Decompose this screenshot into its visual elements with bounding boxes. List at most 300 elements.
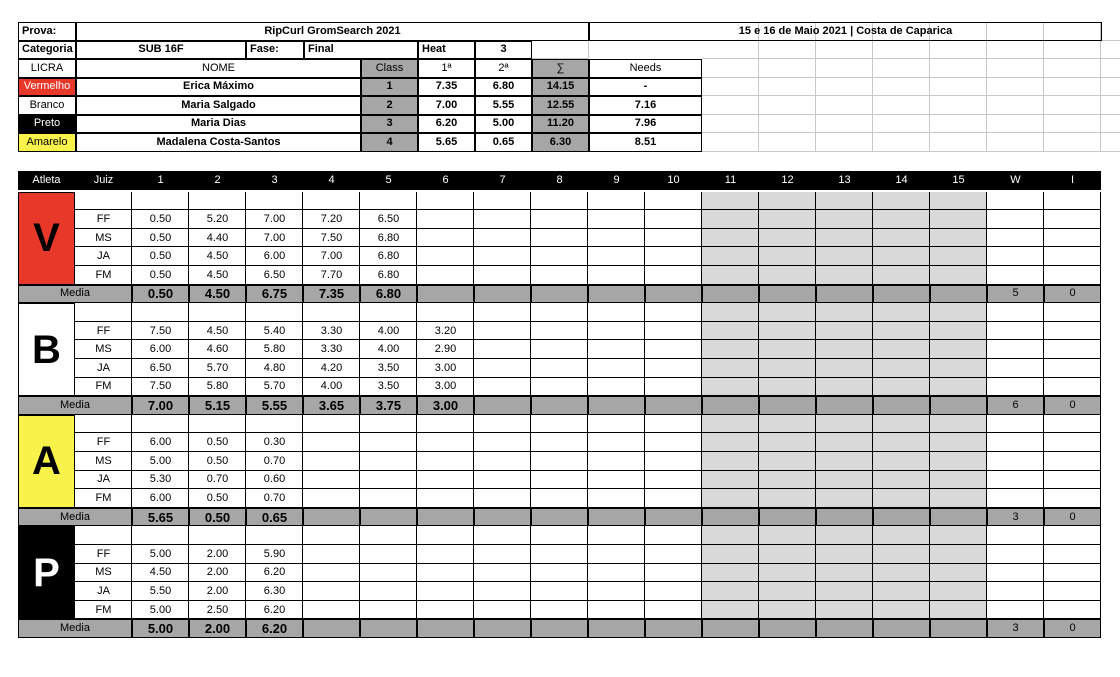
grid-cell[interactable] — [987, 115, 1044, 134]
score-cell[interactable] — [930, 564, 987, 583]
first-wave-score[interactable]: 6.20 — [418, 115, 475, 134]
score-cell[interactable] — [702, 210, 759, 229]
score-cell[interactable] — [531, 229, 588, 248]
score-cell[interactable] — [1044, 601, 1101, 620]
second-wave-header[interactable]: 2ª — [475, 59, 532, 78]
empty-cell[interactable] — [532, 41, 589, 60]
grid-cell[interactable] — [816, 115, 873, 134]
media-score[interactable]: 5.55 — [261, 397, 288, 413]
athlete-letter-block[interactable]: A — [18, 415, 75, 508]
score-cell[interactable] — [816, 192, 873, 211]
sum-score[interactable]: 6.30 — [532, 133, 589, 152]
score-cell[interactable] — [1044, 415, 1101, 434]
score-cell[interactable] — [588, 359, 645, 378]
first-wave-score[interactable]: 7.00 — [418, 96, 475, 115]
grid-cell[interactable] — [1101, 133, 1120, 152]
score-cell[interactable] — [1044, 489, 1101, 508]
score-cell[interactable] — [132, 192, 189, 211]
score-cell[interactable] — [702, 545, 759, 564]
score-cell[interactable] — [531, 247, 588, 266]
score-cell[interactable] — [531, 601, 588, 620]
athlete-class[interactable]: 3 — [361, 115, 418, 134]
score-cell[interactable] — [588, 266, 645, 285]
class-header[interactable]: Class — [361, 59, 418, 78]
media-score[interactable]: 5.00 — [147, 621, 174, 637]
score-cell[interactable] — [303, 192, 360, 211]
score-cell[interactable] — [645, 601, 702, 620]
score-cell[interactable] — [360, 489, 417, 508]
grid-cell[interactable] — [702, 133, 759, 152]
column-header[interactable]: 14 — [873, 171, 930, 190]
grid-cell[interactable] — [816, 133, 873, 152]
score-cell[interactable] — [930, 601, 987, 620]
media-score[interactable]: 7.35 — [318, 286, 345, 302]
score-cell[interactable] — [759, 601, 816, 620]
score-cell[interactable] — [702, 415, 759, 434]
score-cell[interactable] — [816, 415, 873, 434]
score-cell[interactable] — [1044, 452, 1101, 471]
judge-code[interactable]: MS — [95, 343, 112, 356]
score-cell[interactable] — [930, 210, 987, 229]
score-cell[interactable] — [702, 378, 759, 397]
media-score[interactable]: 7.00 — [147, 397, 174, 413]
first-wave-score[interactable]: 7.35 — [418, 78, 475, 97]
score-cell[interactable] — [702, 229, 759, 248]
prova-label[interactable]: Prova: — [18, 22, 76, 41]
score-cell[interactable] — [531, 526, 588, 545]
first-wave-score[interactable]: 5.65 — [418, 133, 475, 152]
score-cell[interactable] — [588, 582, 645, 601]
wave-score[interactable]: 7.00 — [263, 212, 286, 225]
score-cell[interactable] — [1044, 359, 1101, 378]
first-wave-header[interactable]: 1ª — [418, 59, 475, 78]
score-cell[interactable] — [759, 526, 816, 545]
score-cell[interactable] — [531, 378, 588, 397]
score-cell[interactable] — [702, 303, 759, 322]
needs-score[interactable]: - — [589, 78, 702, 97]
athlete-name[interactable]: Erica Máximo — [76, 78, 361, 97]
wave-score[interactable]: 3.50 — [377, 380, 400, 393]
wave-score[interactable]: 3.00 — [434, 361, 457, 374]
score-cell[interactable] — [816, 340, 873, 359]
score-cell[interactable] — [987, 210, 1044, 229]
score-cell[interactable] — [474, 229, 531, 248]
score-cell[interactable] — [702, 526, 759, 545]
wave-score[interactable]: 0.30 — [263, 436, 286, 449]
score-cell[interactable] — [360, 415, 417, 434]
column-header[interactable]: Atleta — [18, 171, 75, 190]
score-cell[interactable] — [588, 303, 645, 322]
wave-score[interactable]: 2.00 — [206, 547, 229, 560]
score-cell[interactable] — [189, 192, 246, 211]
score-cell[interactable] — [417, 601, 474, 620]
wave-score[interactable]: 6.80 — [377, 231, 400, 244]
score-cell[interactable] — [873, 266, 930, 285]
score-cell[interactable] — [132, 303, 189, 322]
score-cell[interactable] — [588, 229, 645, 248]
wave-score[interactable]: 4.50 — [206, 268, 229, 281]
score-cell[interactable] — [987, 266, 1044, 285]
score-cell[interactable] — [474, 210, 531, 229]
score-cell[interactable] — [417, 545, 474, 564]
wave-score[interactable]: 3.30 — [320, 324, 343, 337]
media-cell[interactable] — [816, 285, 873, 304]
athlete-letter-block[interactable]: V — [18, 192, 75, 285]
score-cell[interactable] — [645, 378, 702, 397]
media-cell[interactable] — [588, 508, 645, 527]
score-cell[interactable] — [531, 415, 588, 434]
score-cell[interactable] — [759, 415, 816, 434]
wave-score[interactable]: 6.20 — [263, 603, 286, 616]
score-cell[interactable] — [873, 192, 930, 211]
score-cell[interactable] — [759, 433, 816, 452]
needs-score[interactable]: 8.51 — [589, 133, 702, 152]
athlete-class[interactable]: 4 — [361, 133, 418, 152]
score-cell[interactable] — [645, 545, 702, 564]
judge-code[interactable]: FF — [96, 436, 111, 449]
score-cell[interactable] — [588, 247, 645, 266]
score-cell[interactable] — [531, 564, 588, 583]
judge-code[interactable]: FM — [95, 380, 112, 393]
score-cell[interactable] — [531, 303, 588, 322]
score-cell[interactable] — [987, 601, 1044, 620]
score-cell[interactable] — [474, 247, 531, 266]
score-cell[interactable] — [873, 545, 930, 564]
wave-score[interactable]: 4.80 — [263, 361, 286, 374]
score-cell[interactable] — [816, 489, 873, 508]
score-cell[interactable] — [303, 582, 360, 601]
score-cell[interactable] — [987, 433, 1044, 452]
score-cell[interactable] — [759, 582, 816, 601]
wave-score[interactable]: 4.50 — [206, 324, 229, 337]
judge-code[interactable]: FF — [96, 212, 111, 225]
score-cell[interactable] — [702, 452, 759, 471]
score-cell[interactable] — [987, 415, 1044, 434]
score-cell[interactable] — [873, 471, 930, 490]
wave-score[interactable]: 0.50 — [206, 491, 229, 504]
score-cell[interactable] — [759, 489, 816, 508]
score-cell[interactable] — [474, 471, 531, 490]
score-cell[interactable] — [474, 340, 531, 359]
score-cell[interactable] — [930, 266, 987, 285]
licra-color[interactable]: Preto — [18, 115, 76, 134]
wave-score[interactable]: 6.30 — [263, 584, 286, 597]
score-cell[interactable] — [303, 303, 360, 322]
athlete-letter-block[interactable]: B — [18, 303, 75, 396]
score-cell[interactable] — [1044, 229, 1101, 248]
score-cell[interactable] — [531, 545, 588, 564]
grid-cell[interactable] — [987, 96, 1044, 115]
score-cell[interactable] — [474, 415, 531, 434]
score-cell[interactable] — [702, 340, 759, 359]
wave-score[interactable]: 2.00 — [206, 566, 229, 579]
column-header[interactable]: 7 — [474, 171, 531, 190]
sum-score[interactable]: 14.15 — [532, 78, 589, 97]
score-cell[interactable] — [246, 415, 303, 434]
score-cell[interactable] — [588, 601, 645, 620]
score-cell[interactable] — [417, 303, 474, 322]
grid-cell[interactable] — [816, 96, 873, 115]
media-score[interactable]: 2.00 — [204, 621, 231, 637]
score-cell[interactable] — [873, 452, 930, 471]
score-cell[interactable] — [360, 526, 417, 545]
score-cell[interactable] — [702, 247, 759, 266]
score-cell[interactable] — [75, 526, 132, 545]
wave-score[interactable]: 7.50 — [320, 231, 343, 244]
score-cell[interactable] — [588, 415, 645, 434]
score-cell[interactable] — [303, 415, 360, 434]
heat-value[interactable]: 3 — [475, 41, 532, 60]
score-cell[interactable] — [531, 192, 588, 211]
sum-score[interactable]: 11.20 — [532, 115, 589, 134]
score-cell[interactable] — [987, 471, 1044, 490]
wave-score[interactable]: 5.00 — [149, 547, 172, 560]
score-cell[interactable] — [873, 303, 930, 322]
column-header[interactable]: Juiz — [75, 171, 132, 190]
score-cell[interactable] — [474, 582, 531, 601]
score-cell[interactable] — [930, 452, 987, 471]
media-score[interactable]: 6.75 — [261, 286, 288, 302]
score-cell[interactable] — [645, 582, 702, 601]
second-wave-score[interactable]: 5.00 — [475, 115, 532, 134]
grid-cell[interactable] — [873, 115, 930, 134]
score-cell[interactable] — [417, 564, 474, 583]
wave-score[interactable]: 4.50 — [149, 566, 172, 579]
score-cell[interactable] — [246, 303, 303, 322]
grid-cell[interactable] — [759, 96, 816, 115]
grid-cell[interactable] — [702, 59, 759, 78]
grid-cell[interactable] — [702, 41, 759, 60]
score-cell[interactable] — [702, 471, 759, 490]
score-cell[interactable] — [303, 545, 360, 564]
fase-value[interactable]: Final — [304, 41, 418, 60]
media-score[interactable]: 3.75 — [375, 397, 402, 413]
score-cell[interactable] — [702, 359, 759, 378]
grid-cell[interactable] — [930, 59, 987, 78]
column-header[interactable]: 13 — [816, 171, 873, 190]
score-cell[interactable] — [987, 489, 1044, 508]
wave-score[interactable]: 5.00 — [149, 603, 172, 616]
score-cell[interactable] — [987, 582, 1044, 601]
wave-score[interactable]: 6.20 — [263, 566, 286, 579]
score-cell[interactable] — [645, 433, 702, 452]
score-cell[interactable] — [360, 303, 417, 322]
athlete-class[interactable]: 1 — [361, 78, 418, 97]
wave-score[interactable]: 2.50 — [206, 603, 229, 616]
second-wave-score[interactable]: 0.65 — [475, 133, 532, 152]
column-header[interactable]: 6 — [417, 171, 474, 190]
score-cell[interactable] — [1044, 247, 1101, 266]
media-score[interactable]: 5.65 — [147, 509, 174, 525]
media-cell[interactable] — [645, 285, 702, 304]
score-cell[interactable] — [873, 601, 930, 620]
grid-cell[interactable] — [816, 78, 873, 97]
score-cell[interactable] — [474, 526, 531, 545]
score-cell[interactable] — [873, 526, 930, 545]
athlete-letter-block[interactable]: P — [18, 526, 75, 619]
media-cell[interactable] — [360, 619, 417, 638]
score-cell[interactable] — [417, 415, 474, 434]
score-cell[interactable] — [645, 210, 702, 229]
score-cell[interactable] — [987, 229, 1044, 248]
wave-score[interactable]: 5.80 — [263, 343, 286, 356]
grid-cell[interactable] — [987, 78, 1044, 97]
score-cell[interactable] — [360, 471, 417, 490]
judge-code[interactable]: FF — [96, 547, 111, 560]
score-cell[interactable] — [759, 247, 816, 266]
score-cell[interactable] — [645, 266, 702, 285]
media-cell[interactable] — [474, 619, 531, 638]
score-cell[interactable] — [588, 489, 645, 508]
score-cell[interactable] — [930, 545, 987, 564]
grid-cell[interactable] — [930, 96, 987, 115]
heat-label[interactable]: Heat — [418, 41, 475, 60]
score-cell[interactable] — [759, 229, 816, 248]
grid-cell[interactable] — [1044, 133, 1101, 152]
score-cell[interactable] — [759, 452, 816, 471]
media-score[interactable]: 0.50 — [147, 286, 174, 302]
score-cell[interactable] — [816, 582, 873, 601]
score-cell[interactable] — [1044, 210, 1101, 229]
waves-count[interactable]: 5 — [987, 285, 1044, 304]
score-cell[interactable] — [987, 247, 1044, 266]
score-cell[interactable] — [987, 378, 1044, 397]
interference-count[interactable]: 0 — [1044, 285, 1101, 304]
score-cell[interactable] — [873, 582, 930, 601]
wave-score[interactable]: 6.80 — [377, 250, 400, 263]
wave-score[interactable]: 7.50 — [149, 380, 172, 393]
wave-score[interactable]: 6.00 — [149, 491, 172, 504]
media-cell[interactable] — [645, 619, 702, 638]
grid-cell[interactable] — [1101, 96, 1120, 115]
score-cell[interactable] — [816, 564, 873, 583]
score-cell[interactable] — [588, 564, 645, 583]
wave-score[interactable]: 5.70 — [263, 380, 286, 393]
score-cell[interactable] — [645, 526, 702, 545]
judge-code[interactable]: MS — [95, 231, 112, 244]
score-cell[interactable] — [531, 322, 588, 341]
score-cell[interactable] — [930, 229, 987, 248]
media-cell[interactable] — [873, 508, 930, 527]
judge-code[interactable]: FF — [96, 324, 111, 337]
score-cell[interactable] — [474, 303, 531, 322]
score-cell[interactable] — [645, 489, 702, 508]
score-cell[interactable] — [987, 526, 1044, 545]
needs-header[interactable]: Needs — [589, 59, 702, 78]
score-cell[interactable] — [930, 526, 987, 545]
media-cell[interactable] — [702, 396, 759, 415]
score-cell[interactable] — [588, 322, 645, 341]
score-cell[interactable] — [1044, 433, 1101, 452]
score-cell[interactable] — [474, 359, 531, 378]
grid-cell[interactable] — [1101, 22, 1120, 41]
score-cell[interactable] — [930, 433, 987, 452]
column-header[interactable]: 10 — [645, 171, 702, 190]
score-cell[interactable] — [474, 322, 531, 341]
media-cell[interactable] — [873, 396, 930, 415]
score-cell[interactable] — [759, 192, 816, 211]
media-cell[interactable] — [930, 285, 987, 304]
score-cell[interactable] — [1044, 545, 1101, 564]
score-cell[interactable] — [417, 452, 474, 471]
wave-score[interactable]: 0.50 — [149, 231, 172, 244]
judge-code[interactable]: FM — [95, 603, 112, 616]
column-header[interactable]: 2 — [189, 171, 246, 190]
wave-score[interactable]: 6.00 — [149, 436, 172, 449]
wave-score[interactable]: 4.00 — [377, 343, 400, 356]
media-cell[interactable] — [417, 285, 474, 304]
grid-cell[interactable] — [930, 41, 987, 60]
media-cell[interactable] — [645, 396, 702, 415]
score-cell[interactable] — [474, 545, 531, 564]
score-cell[interactable] — [360, 433, 417, 452]
score-cell[interactable] — [132, 415, 189, 434]
score-cell[interactable] — [360, 545, 417, 564]
interference-count[interactable]: 0 — [1044, 619, 1101, 638]
media-score[interactable]: 0.50 — [204, 509, 231, 525]
score-cell[interactable] — [417, 210, 474, 229]
score-cell[interactable] — [873, 359, 930, 378]
wave-score[interactable]: 5.80 — [206, 380, 229, 393]
judge-code[interactable]: MS — [95, 454, 112, 467]
score-cell[interactable] — [189, 303, 246, 322]
grid-cell[interactable] — [1044, 96, 1101, 115]
score-cell[interactable] — [588, 433, 645, 452]
categoria-value[interactable]: SUB 16F — [76, 41, 246, 60]
score-cell[interactable] — [303, 433, 360, 452]
media-cell[interactable] — [759, 619, 816, 638]
score-cell[interactable] — [816, 601, 873, 620]
media-score[interactable]: 4.50 — [204, 286, 231, 302]
score-cell[interactable] — [531, 471, 588, 490]
media-cell[interactable] — [474, 508, 531, 527]
grid-cell[interactable] — [1044, 59, 1101, 78]
licra-color[interactable]: Vermelho — [18, 78, 76, 97]
grid-cell[interactable] — [1101, 115, 1120, 134]
score-cell[interactable] — [417, 471, 474, 490]
score-cell[interactable] — [645, 192, 702, 211]
date-location[interactable]: 15 e 16 de Maio 2021 | Costa de Caparica — [589, 22, 1102, 41]
score-cell[interactable] — [1044, 266, 1101, 285]
wave-score[interactable]: 0.70 — [206, 473, 229, 486]
column-header[interactable]: 12 — [759, 171, 816, 190]
score-cell[interactable] — [531, 433, 588, 452]
grid-cell[interactable] — [873, 59, 930, 78]
score-cell[interactable] — [930, 340, 987, 359]
grid-cell[interactable] — [759, 59, 816, 78]
waves-count[interactable]: 3 — [987, 508, 1044, 527]
score-cell[interactable] — [930, 359, 987, 378]
score-cell[interactable] — [759, 210, 816, 229]
score-cell[interactable] — [759, 266, 816, 285]
judge-code[interactable]: JA — [97, 361, 110, 374]
score-cell[interactable] — [987, 564, 1044, 583]
score-cell[interactable] — [75, 192, 132, 211]
media-cell[interactable] — [759, 285, 816, 304]
score-cell[interactable] — [1044, 340, 1101, 359]
score-cell[interactable] — [873, 489, 930, 508]
score-cell[interactable] — [816, 359, 873, 378]
wave-score[interactable]: 4.20 — [320, 361, 343, 374]
score-cell[interactable] — [1044, 303, 1101, 322]
fase-label[interactable]: Fase: — [246, 41, 304, 60]
judge-code[interactable]: MS — [95, 566, 112, 579]
score-cell[interactable] — [873, 210, 930, 229]
score-cell[interactable] — [987, 452, 1044, 471]
media-cell[interactable] — [531, 508, 588, 527]
media-score[interactable]: 3.00 — [432, 397, 459, 413]
wave-score[interactable]: 7.20 — [320, 212, 343, 225]
